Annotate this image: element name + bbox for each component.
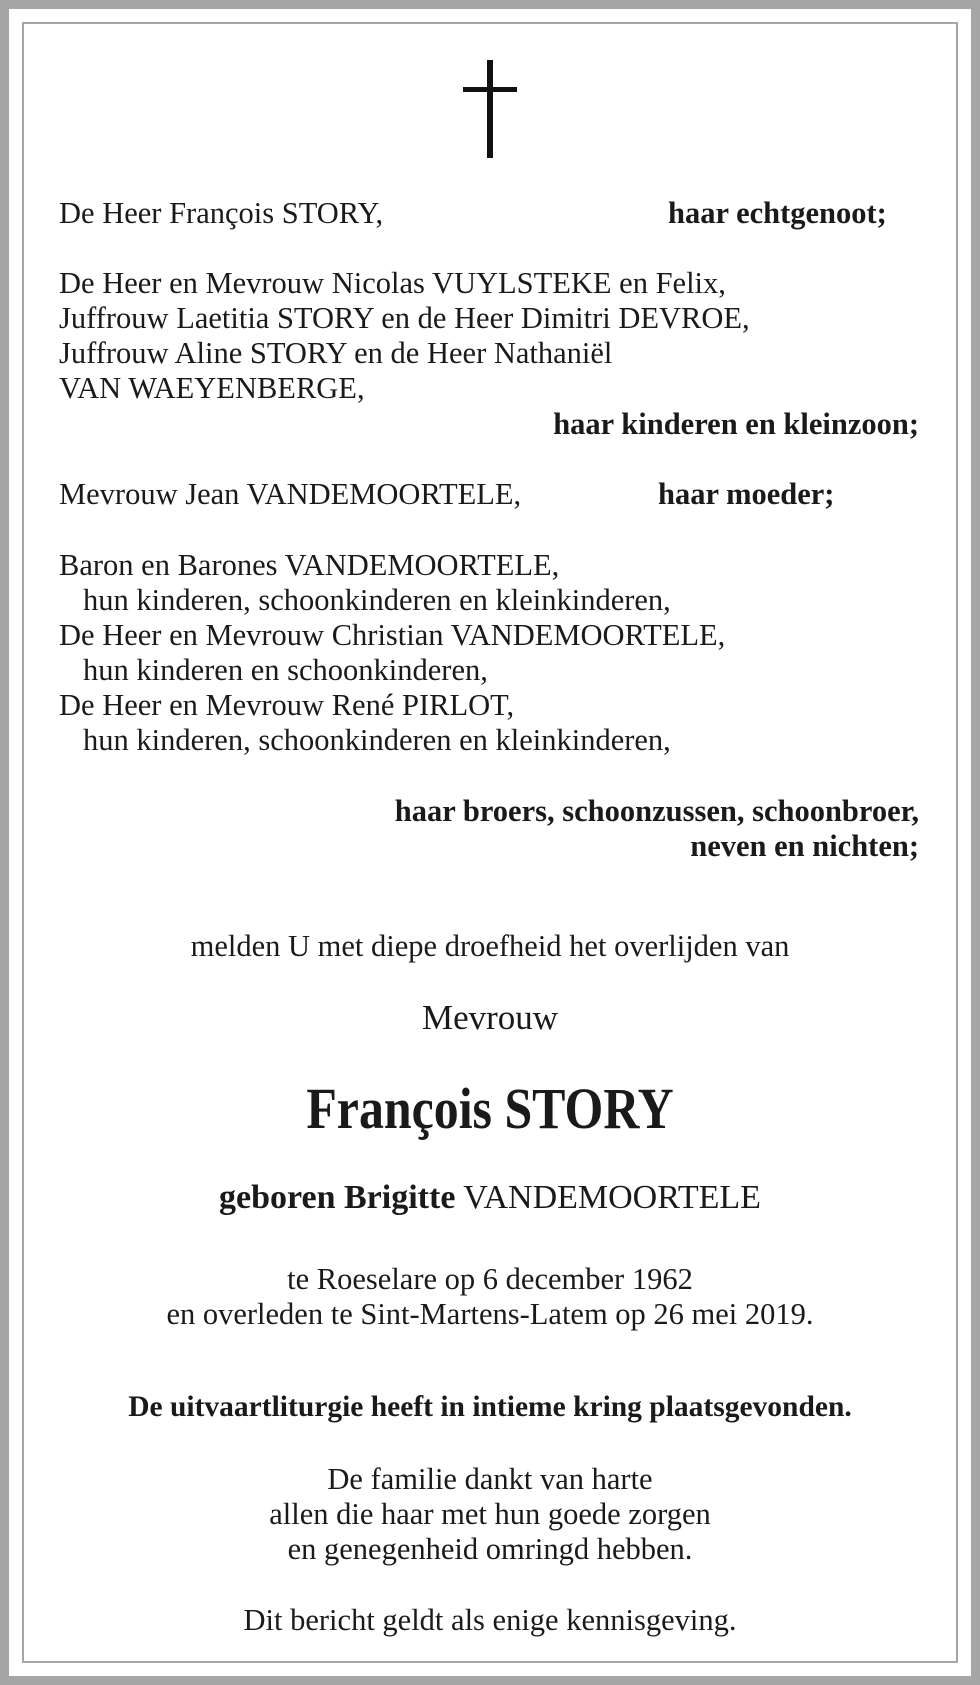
mother-relation: haar moeder; [658, 477, 835, 511]
children-relation: haar kinderen en kleinzoon; [553, 407, 919, 441]
siblings-relation-line-1: haar broers, schoonzussen, schoonbroer, [394, 794, 919, 828]
mother-name: Mevrouw Jean VANDEMOORTELE, [59, 477, 522, 511]
spouse-name: De Heer François STORY, [59, 196, 384, 230]
born-surname: VANDEMOORTELE [463, 1179, 761, 1216]
death-line: en overleden te Sint-Martens-Latem op 26 mei 2019. [166, 1297, 814, 1331]
siblings-line-5: De Heer en Mevrouw René PIRLOT, [59, 688, 515, 722]
siblings-line-1: Baron en Barones VANDEMOORTELE, [59, 548, 560, 582]
children-line-1: De Heer en Mevrouw Nicolas VUYLSTEKE en Felix, [59, 266, 726, 300]
announcement: melden U met diepe droefheid het overlijden van [190, 929, 790, 963]
siblings-relation-line-2: neven en nichten; [690, 829, 919, 863]
deceased-title: Mevrouw [421, 998, 559, 1037]
children-line-4: VAN WAEYENBERGE, [59, 371, 365, 405]
funeral-note: De uitvaartliturgie heeft in intieme kring plaatsgevonden. [128, 1391, 852, 1423]
cross-icon [460, 60, 520, 160]
born-label: geboren Brigitte [219, 1179, 456, 1216]
birth-line: te Roeselare op 6 december 1962 [287, 1262, 693, 1296]
notice: Dit bericht geldt als enige kennisgeving. [243, 1603, 737, 1637]
thanks-line-1: De familie dankt van harte [327, 1462, 653, 1496]
birth-name [0, 1178, 980, 1218]
siblings-line-4: hun kinderen en schoonkinderen, [83, 653, 488, 687]
children-line-3: Juffrouw Aline STORY en de Heer Nathaniël [59, 336, 613, 370]
thanks-line-3: en genegenheid omringd hebben. [287, 1532, 693, 1566]
spouse-relation: haar echtgenoot; [668, 196, 887, 230]
deceased-name: François STORY [306, 1076, 674, 1141]
children-line-2: Juffrouw Laetitia STORY en de Heer Dimitri DEVROE, [59, 301, 750, 335]
siblings-line-6: hun kinderen, schoonkinderen en kleinkinderen, [83, 723, 671, 757]
siblings-line-2: hun kinderen, schoonkinderen en kleinkinderen, [83, 583, 671, 617]
thanks-line-2: allen die haar met hun goede zorgen [269, 1497, 711, 1531]
siblings-line-3: De Heer en Mevrouw Christian VANDEMOORTELE, [59, 618, 726, 652]
